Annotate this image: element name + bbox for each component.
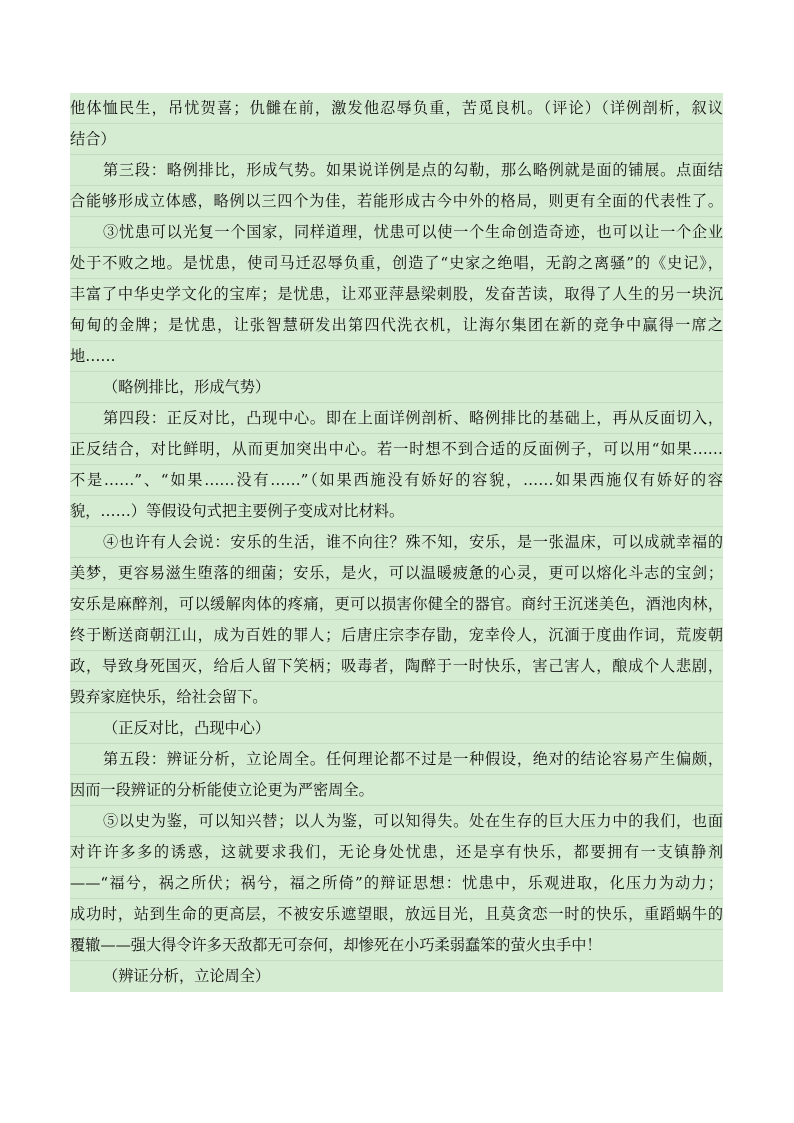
text-line: （略例排比，形成气势） [70, 372, 723, 403]
text-line: 美梦，更容易滋生堕落的细菌；安乐，是火，可以温暖疲惫的心灵，更可以熔化斗志的宝剑； [70, 558, 723, 589]
text-line: 覆辙——强大得令许多天敌都无可奈何，却惨死在小巧柔弱蠢笨的萤火虫手中！ [70, 930, 723, 961]
text-line: 他体恤民生，吊忧贺喜；仇雠在前，激发他忍辱负重，苦觅良机。（评论）（详例剖析，叙议 [70, 93, 723, 124]
text-line: 第四段：正反对比，凸现中心。即在上面详例剖析、略例排比的基础上，再从反面切入， [70, 403, 723, 434]
text-line: 因而一段辨证的分析能使立论更为严密周全。 [70, 775, 723, 806]
text-line: 结合） [70, 124, 723, 155]
text-line: 第三段：略例排比，形成气势。如果说详例是点的勾勒，那么略例就是面的铺展。点面结 [70, 155, 723, 186]
text-line: 终于断送商朝江山，成为百姓的罪人；后唐庄宗李存勖，宠幸伶人，沉湎于度曲作词，荒废朝 [70, 620, 723, 651]
text-line: （辨证分析，立论周全） [103, 967, 271, 985]
text-line: 第五段：辨证分析，立论周全。任何理论都不过是一种假设，绝对的结论容易产生偏颇， [70, 744, 723, 775]
text-line: 对许许多多的诱惑，这就要求我们，无论身处忧患，还是享有快乐，都要拥有一支镇静剂 [70, 837, 723, 868]
text-line: 政，导致身死国灭，给后人留下笑柄；吸毒者，陶醉于一时快乐，害己害人，酿成个人悲剧， [70, 651, 723, 682]
text-line: 成功时，站到生命的更高层，不被安乐遮望眼，放远目光，且莫贪恋一时的快乐，重蹈蜗牛的 [70, 899, 723, 930]
text-line: 合能够形成立体感，略例以三四个为佳，若能形成古今中外的格局，则更有全面的代表性了。 [70, 186, 723, 217]
document-text-block [70, 93, 723, 992]
text-line: 貌，……）等假设句式把主要例子变成对比材料。 [70, 496, 723, 527]
text-line: 甸甸的金牌；是忧患，让张智慧研发出第四代洗衣机，让海尔集团在新的竞争中赢得一席之 [70, 310, 723, 341]
text-line: 丰富了中华史学文化的宝库；是忧患，让邓亚萍悬梁刺股，发奋苦读，取得了人生的另一块沉 [70, 279, 723, 310]
text-line: 安乐是麻醉剂，可以缓解肉体的疼痛，更可以损害你健全的器官。商纣王沉迷美色，酒池肉林， [70, 589, 723, 620]
text-line: ⑤以史为鉴，可以知兴替；以人为鉴，可以知得失。处在生存的巨大压力中的我们，也面 [70, 806, 723, 837]
text-line: 正反结合，对比鲜明，从而更加突出中心。若一时想不到合适的反面例子，可以用“如果…… [70, 434, 723, 465]
text-line: 毁弃家庭快乐，给社会留下。 [70, 682, 723, 713]
text-line: ③忧患可以光复一个国家，同样道理，忧患可以使一个生命创造奇迹，也可以让一个企业 [70, 217, 723, 248]
text-line: （正反对比，凸现中心） [70, 713, 723, 744]
text-line: 不是……”、“如果……没有……”（如果西施没有娇好的容貌，……如果西施仅有娇好的容 [70, 465, 723, 496]
text-line: 地…… [70, 341, 723, 372]
text-line: ——“福兮，祸之所伏；祸兮，福之所倚”的辩证思想：忧患中，乐观进取，化压力为动力； [70, 868, 723, 899]
text-line: ④也许有人会说：安乐的生活，谁不向往？殊不知，安乐，是一张温床，可以成就幸福的 [70, 527, 723, 558]
text-line: 处于不败之地。是忧患，使司马迁忍辱负重，创造了“史家之绝唱，无韵之离骚”的《史记》， [70, 248, 723, 279]
